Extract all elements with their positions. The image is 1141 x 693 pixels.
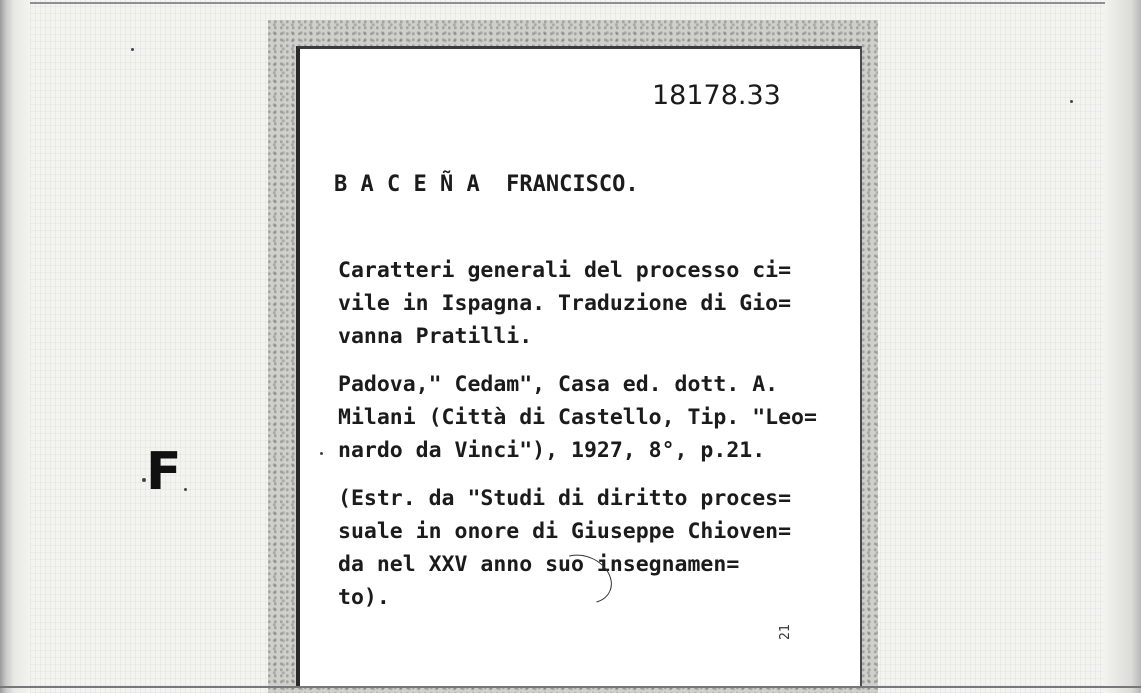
title-paragraph: Caratteri generali del processo ci= vile in Ispagna. Traduzione di Gio= vanna Pratilli. (338, 258, 792, 349)
scan-left-edge (0, 0, 30, 693)
speck (131, 48, 134, 51)
speck (320, 452, 323, 455)
speck (142, 478, 146, 482)
call-number: 18178.33 (652, 80, 781, 111)
author-heading: B A C E Ñ A FRANCISCO. (334, 172, 639, 197)
card-side-mark: 21 (778, 624, 793, 640)
scan-top-line (30, 2, 1105, 4)
scan-bottom-line (0, 686, 1141, 688)
speck (1070, 100, 1073, 103)
note-paragraph: (Estr. da "Studi di diritto proces= suale in onore di Giuseppe Chioven= da nel XXV anno suo insegnamen= to). (338, 486, 792, 610)
scan-right-edge (1103, 0, 1141, 693)
imprint-paragraph: Padova," Cedam", Casa ed. dott. A. Milani (Città di Castello, Tip. "Leo= nardo da Vinci"), 1927, 8°, p.21. (338, 372, 817, 463)
speck (184, 488, 187, 491)
margin-letter-mark: F (146, 442, 182, 502)
